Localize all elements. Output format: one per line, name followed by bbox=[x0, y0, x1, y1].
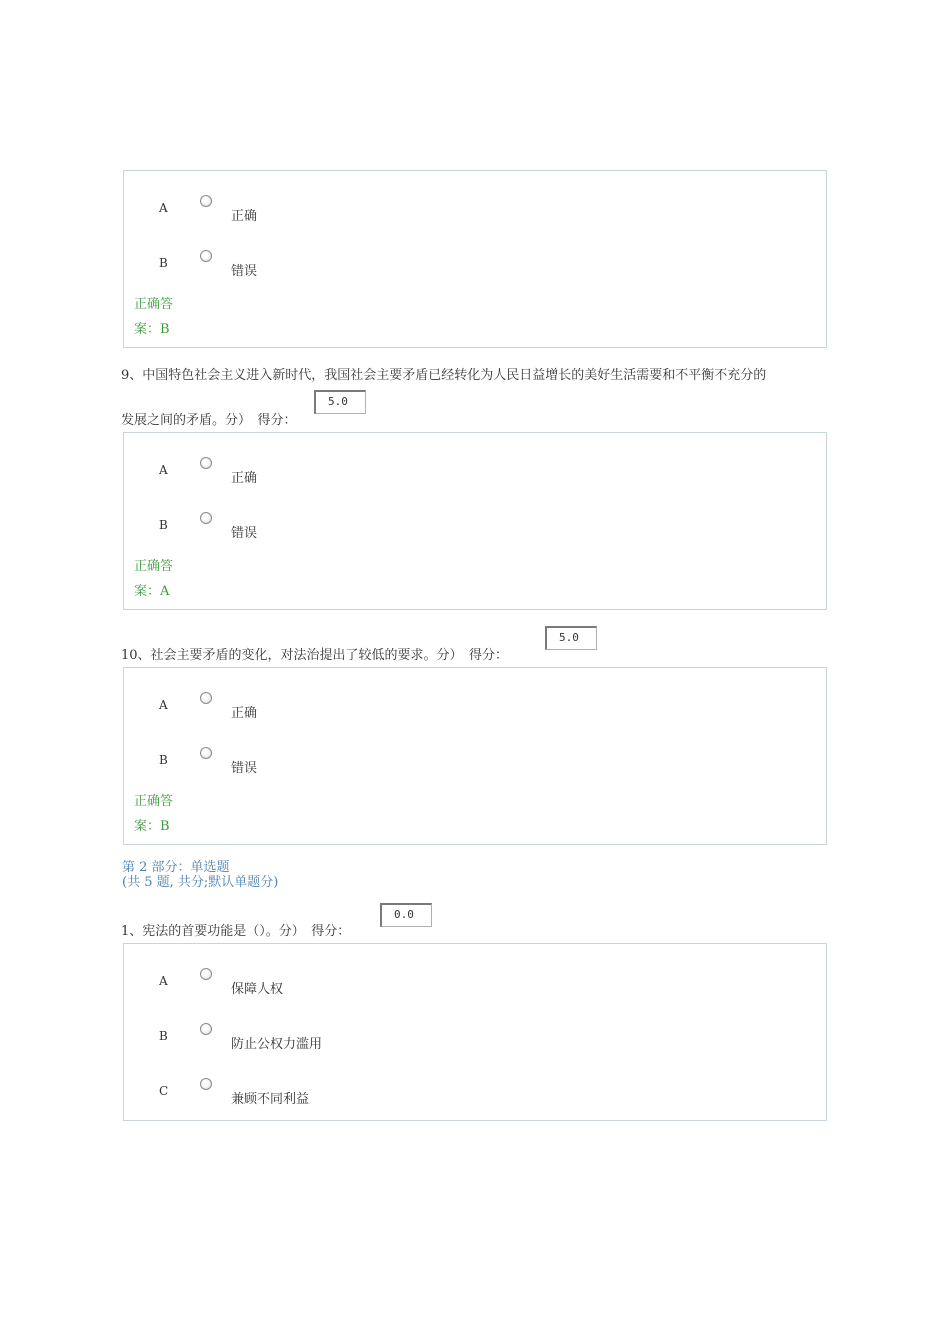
question-9-options-panel bbox=[123, 432, 827, 610]
radio-button[interactable] bbox=[200, 1078, 212, 1090]
radio-button[interactable] bbox=[200, 512, 212, 524]
option-b[interactable] bbox=[124, 512, 524, 541]
option-text: 保障人权 bbox=[231, 982, 284, 997]
option-b[interactable] bbox=[124, 747, 524, 776]
option-text: 防止公权力滥用 bbox=[231, 1037, 323, 1052]
option-letter: A bbox=[159, 974, 168, 988]
option-letter: A bbox=[159, 201, 168, 215]
option-text: 错误 bbox=[231, 526, 258, 541]
question-10-options-panel bbox=[123, 667, 827, 845]
correct-answer bbox=[134, 789, 173, 839]
option-c[interactable] bbox=[124, 1078, 524, 1107]
option-letter: A bbox=[159, 698, 168, 712]
question-9-text-line1: 9、中国特色社会主义进入新时代，我国社会主要矛盾已经转化为人民日益增长的美好生活需要和不平衡不充分的 bbox=[121, 368, 767, 383]
option-a[interactable] bbox=[124, 692, 524, 721]
correct-answer-value: 案：B bbox=[134, 819, 170, 834]
option-letter: B bbox=[159, 753, 168, 767]
option-letter: C bbox=[159, 1084, 169, 1098]
section-2-subtitle: (共 5 题, 共分;默认单题分) bbox=[122, 875, 279, 890]
option-letter: B bbox=[159, 256, 168, 270]
option-b[interactable] bbox=[124, 250, 524, 279]
option-text: 错误 bbox=[231, 264, 258, 279]
option-letter: B bbox=[159, 1029, 168, 1043]
correct-answer-label: 正确答 bbox=[134, 794, 174, 809]
question-10-text: 10、社会主要矛盾的变化，对法治提出了较低的要求。分） 得分： bbox=[121, 648, 509, 663]
option-a[interactable] bbox=[124, 195, 524, 224]
radio-button[interactable] bbox=[200, 250, 212, 262]
option-text: 错误 bbox=[231, 761, 258, 776]
section-2-question-1-options-panel bbox=[123, 943, 827, 1121]
section-2-question-1-score-box: 0.0 bbox=[380, 903, 432, 927]
radio-button[interactable] bbox=[200, 457, 212, 469]
option-text: 正确 bbox=[231, 706, 258, 721]
option-text: 正确 bbox=[231, 471, 258, 486]
radio-button[interactable] bbox=[200, 195, 212, 207]
radio-button[interactable] bbox=[200, 692, 212, 704]
question-9-text-line2: 发展之间的矛盾。分） 得分： bbox=[121, 413, 297, 428]
question-8-options-panel bbox=[123, 170, 827, 348]
option-text: 正确 bbox=[231, 209, 258, 224]
radio-button[interactable] bbox=[200, 747, 212, 759]
option-a[interactable] bbox=[124, 457, 524, 486]
radio-button[interactable] bbox=[200, 1023, 212, 1035]
question-9-score-box: 5.0 bbox=[314, 390, 366, 414]
section-2-question-1-text: 1、宪法的首要功能是（）。分） 得分： bbox=[121, 924, 351, 939]
option-text: 兼顾不同利益 bbox=[231, 1092, 310, 1107]
section-2-title: 第 2 部分：单选题 bbox=[122, 860, 230, 875]
question-10-score-box: 5.0 bbox=[545, 626, 597, 650]
option-a[interactable] bbox=[124, 968, 524, 997]
option-letter: B bbox=[159, 518, 168, 532]
radio-button[interactable] bbox=[200, 968, 212, 980]
correct-answer bbox=[134, 554, 173, 604]
option-letter: A bbox=[159, 463, 168, 477]
option-b[interactable] bbox=[124, 1023, 524, 1052]
correct-answer bbox=[134, 292, 173, 342]
correct-answer-value: 案：A bbox=[134, 584, 170, 599]
correct-answer-value: 案：B bbox=[134, 322, 170, 337]
correct-answer-label: 正确答 bbox=[134, 559, 174, 574]
correct-answer-label: 正确答 bbox=[134, 297, 174, 312]
